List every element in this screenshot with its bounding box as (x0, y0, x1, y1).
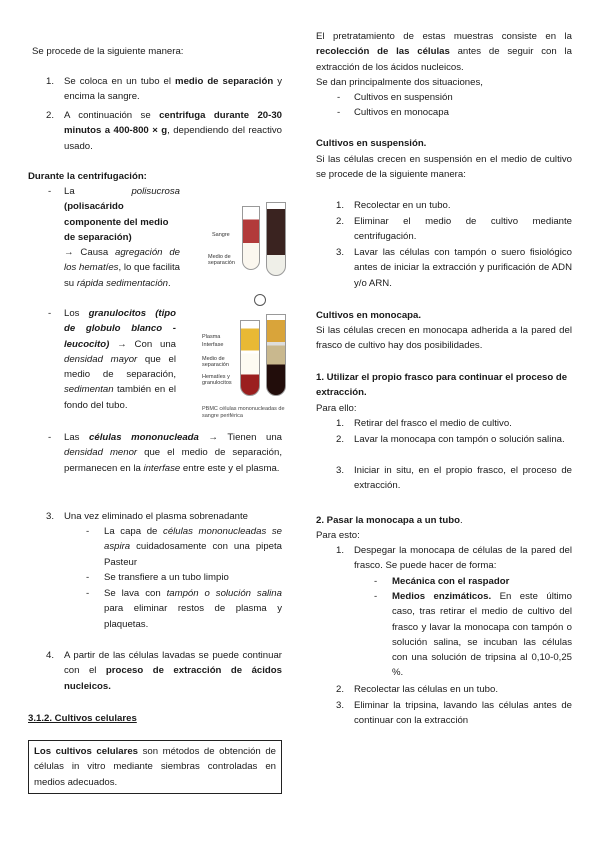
label-medio-bottom: Medio de separación (202, 356, 229, 368)
situations-text: Se dan principalmente dos situaciones, (316, 77, 483, 88)
list-number: 2. (336, 216, 345, 227)
suspension-text: Si las células crecen en suspensión en el medio de cultivo se procede de la siguiente manera: (316, 154, 572, 181)
suspension-step-3: Lavar las células con tampón o suero fisiológico antes de iniciar la extracción y purificación de ADN y/o ARN. (354, 247, 572, 289)
label-interfase: Interfase (202, 342, 224, 348)
step-3-sub-a: La capa de células mononucleadas se aspira cuidadosamente con una pipeta Pasteur (104, 526, 282, 568)
centrifuge-icon (254, 294, 266, 306)
list-number: 1. (336, 418, 345, 429)
section-heading: 3.1.2. Cultivos celulares (28, 713, 137, 724)
right-intro: El pretratamiento de estas muestras consiste en la recolección de las células antes de seguir con la extracción de los ácidos nucleicos. (316, 31, 572, 73)
label-medio-top: Medio de separación (208, 254, 235, 266)
suspension-step-1: Recolectar en un tubo. (354, 200, 451, 211)
bullet-granulocitos: Los granulocitos (tipo de globulo blanco - leucocito) → Con una densidad mayor que el medio de separación, sedimentan también en el fondo del tubo. (64, 308, 177, 411)
step-3-number: 3. (46, 511, 55, 522)
list-number: 1. (336, 545, 345, 556)
label-plasma: Plasma (202, 334, 221, 340)
centrifuge-figure (200, 196, 290, 426)
option-2-step-3: Eliminar la tripsina, lavando las células antes de continuar con la extracción (354, 700, 572, 727)
label-sangre: Sangre (212, 232, 230, 238)
step-1-number: 1. (46, 76, 55, 87)
durante-heading: Durante la centrifugación: (28, 171, 147, 182)
bullet-dash: - (374, 576, 378, 587)
tube-sample-bottom (266, 314, 286, 396)
option-2-step-2: Recolectar las células en un tubo. (354, 684, 498, 695)
step-1-text: Se coloca en un tubo el medio de separación y encima la sangre. (64, 76, 282, 103)
tube-after (240, 320, 260, 396)
step-2-text: A continuación se centrifuga durante 20-30 minutos a 400-800 × g, dependiendo del reactivo usado. (64, 110, 282, 152)
step-3-sub-b: Se transfiere a un tubo limpio (104, 572, 229, 583)
option-2-title: 2. Pasar la monocapa a un tubo. (316, 515, 463, 526)
list-number: 3. (336, 465, 345, 476)
bullet-dash: - (337, 92, 341, 103)
label-hematies: Hematíes y granulocitos (202, 374, 232, 386)
bullet-mononucleadas: Las células mononucleada → Tienen una densidad menor que el medio de separación, permanecen en la interfase entre este y el plasma. (64, 432, 282, 474)
list-number: 1. (336, 200, 345, 211)
option-1-step-3: Iniciar in situ, en el propio frasco, el proceso de extracción. (354, 465, 572, 492)
step-3-text: Una vez eliminado el plasma sobrenadante (64, 511, 248, 522)
situation-1: Cultivos en suspensión (354, 92, 453, 103)
monocapa-text: Si las células crecen en monocapa adherida a la pared del frasco de cultivo hay dos posibilidades. (316, 325, 572, 352)
list-number: 3. (336, 247, 345, 258)
bullet-dash: - (48, 432, 52, 443)
option-2-method-b: Medios enzimáticos. En este último caso, tras retirar el medio de cultivo del frasco y lavar la monocapa con tampón o solución salina, se incuban las células con una solución de tripsina al 0,10-0,25 %. (392, 591, 572, 679)
bullet-dash: - (48, 186, 52, 197)
suspension-step-2: Eliminar el medio de cultivo mediante centrifugación. (354, 216, 572, 243)
bullet-dash: - (86, 572, 90, 583)
suspension-title: Cultivos en suspensión. (316, 138, 427, 149)
list-number: 3. (336, 700, 345, 711)
step-4-number: 4. (46, 650, 55, 661)
list-number: 2. (336, 684, 345, 695)
monocapa-title: Cultivos en monocapa. (316, 310, 422, 321)
bullet-dash: - (337, 107, 341, 118)
option-1-step-2: Lavar la monocapa con tampón o solución salina. (354, 434, 565, 445)
option-1-title: 1. Utilizar el propio frasco para continuar el proceso de extracción. (316, 372, 568, 399)
bullet-dash: - (86, 526, 90, 537)
option-1-intro: Para ello: (316, 403, 357, 414)
option-2-step-1: Despegar la monocapa de células de la pared del frasco. Se puede hacer de forma: (354, 545, 572, 572)
option-1-step-1: Retirar del frasco el medio de cultivo. (354, 418, 512, 429)
situation-2: Cultivos en monocapa (354, 107, 449, 118)
option-2-method-a: Mecánica con el raspador (392, 576, 510, 587)
step-2-number: 2. (46, 110, 55, 121)
step-4-text: A partir de las células lavadas se puede continuar con el proceso de extracción de ácidos nucleicos. (64, 650, 282, 692)
bullet-dash: - (86, 588, 90, 599)
option-2-intro: Para esto: (316, 530, 360, 541)
tube-before (242, 206, 260, 270)
figure-caption: PBMC células mononucleadas de sangre periférica (202, 406, 285, 419)
bullet-dash: - (374, 591, 378, 602)
definition-box: Los cultivos celulares son métodos de obtención de células in vitro mediante siembras controladas en medios adecuados. (28, 740, 282, 794)
bullet-dash: - (48, 308, 52, 319)
left-intro: Se procede de la siguiente manera: (32, 46, 184, 57)
list-number: 2. (336, 434, 345, 445)
step-3-sub-c: Se lava con tampón o solución salina para eliminar restos de plasma y plaquetas. (104, 588, 282, 630)
bullet-polisucrosa: La polisucrosa (polisacárido componente del medio de separación) → Causa agregación de los hematíes, lo que facilita su rápida sedimentación. (64, 186, 180, 289)
tube-sample-top (266, 202, 286, 276)
